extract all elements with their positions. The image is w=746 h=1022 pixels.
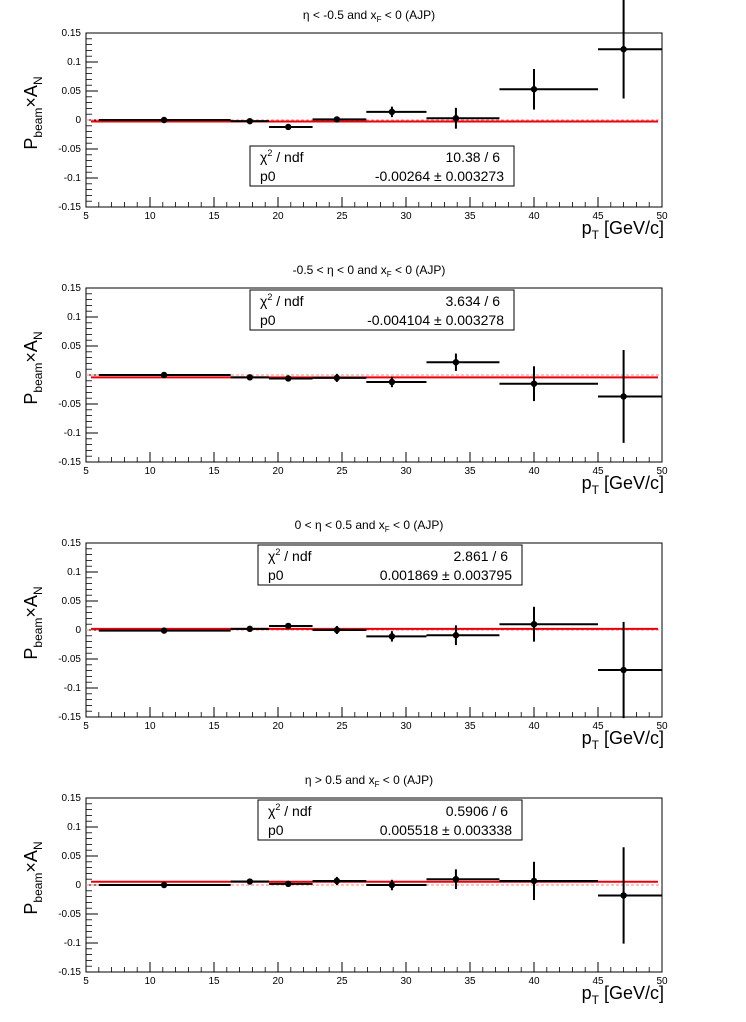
xlabel-p: p <box>581 473 592 493</box>
data-point <box>598 0 662 99</box>
chi2-sup: 2 <box>267 292 273 302</box>
panel-4 <box>21 773 668 1007</box>
x-tick-label: 10 <box>144 721 156 732</box>
ylabel-n-sub: N <box>31 586 45 596</box>
pm-symbol: ± <box>438 822 454 838</box>
p0-error: 0.003278 <box>445 312 504 328</box>
chi2-symbol: χ <box>268 803 276 819</box>
fit-stat-box <box>258 545 522 585</box>
x-tick-label: 30 <box>400 466 412 477</box>
ylabel-times: × <box>21 607 41 618</box>
point-marker <box>453 632 459 638</box>
y-tick-label: 0 <box>75 370 81 381</box>
panel-2 <box>21 263 668 497</box>
x-tick-label: 20 <box>272 466 284 477</box>
x-tick-label: 5 <box>83 211 89 222</box>
p0-label: p0 <box>260 312 276 328</box>
ylabel-times: × <box>21 352 41 363</box>
y-tick-label: 0 <box>75 880 81 891</box>
p0-value <box>367 312 504 328</box>
p0-central: 0.005518 <box>379 822 439 838</box>
y-tick-label: -0.05 <box>58 909 81 920</box>
x-tick-label: 15 <box>208 211 220 222</box>
p0-value <box>380 567 512 583</box>
ylabel-n-sub: N <box>31 331 45 341</box>
p0-label: p0 <box>268 822 284 838</box>
x-tick-label: 20 <box>272 721 284 732</box>
y-tick-label: -0.15 <box>58 202 81 213</box>
point-marker <box>285 375 291 381</box>
y-tick-label: 0.15 <box>61 538 81 549</box>
point-marker <box>285 881 291 887</box>
point-marker <box>531 878 537 884</box>
p0-error: 0.003338 <box>453 822 512 838</box>
point-marker <box>531 381 537 387</box>
point-marker <box>247 626 253 632</box>
x-tick-label: 20 <box>272 976 284 987</box>
y-axis-label <box>21 841 45 914</box>
data-point <box>366 107 426 117</box>
ylabel-times: × <box>21 97 41 108</box>
data-point <box>598 847 662 943</box>
y-tick-label: 0.05 <box>61 86 81 97</box>
chi2-ndf-text: / ndf <box>280 803 312 819</box>
data-point <box>499 366 598 401</box>
point-marker <box>334 627 340 633</box>
x-tick-label: 15 <box>208 976 220 987</box>
point-marker <box>247 374 253 380</box>
panel-title-main: η < -0.5 and x <box>302 8 377 22</box>
x-tick-label: 5 <box>83 976 89 987</box>
y-tick-label: 0.15 <box>61 28 81 39</box>
data-point <box>231 878 269 884</box>
xlabel-unit: [GeV/c] <box>598 218 664 238</box>
p0-error: 0.003795 <box>453 567 512 583</box>
panel-title-sub: F <box>376 15 382 24</box>
panel-title-end: < 0 (AJP) <box>379 773 434 787</box>
panel-title-end: < 0 (AJP) <box>381 8 436 22</box>
x-tick-label: 5 <box>83 721 89 732</box>
fit-stat-box <box>258 800 522 840</box>
ylabel-a: A <box>21 595 41 608</box>
ylabel-beam-sub: beam <box>31 872 45 903</box>
pm-symbol: ± <box>438 567 454 583</box>
xlabel-t-sub: T <box>591 993 599 1007</box>
xlabel-p: p <box>581 728 592 748</box>
panel-title <box>303 8 435 24</box>
point-marker <box>620 892 626 898</box>
chi2-label <box>260 148 304 165</box>
x-tick-label: 20 <box>272 211 284 222</box>
panel-title-end: < 0 (AJP) <box>391 263 446 277</box>
ylabel-n-sub: N <box>31 76 45 86</box>
x-tick-label: 10 <box>144 211 156 222</box>
chi2-label <box>268 802 312 819</box>
y-tick-label: -0.05 <box>58 399 81 410</box>
panel-title <box>293 263 446 279</box>
data-point <box>499 69 598 110</box>
point-marker <box>620 46 626 52</box>
point-marker <box>531 621 537 627</box>
data-point <box>426 354 499 371</box>
y-tick-label: 0.15 <box>61 793 81 804</box>
y-tick-label: -0.15 <box>58 457 81 468</box>
y-tick-label: 0.1 <box>67 567 81 578</box>
chi2-value: 0.5906 / 6 <box>445 803 508 819</box>
x-tick-label: 45 <box>592 466 604 477</box>
point-marker <box>285 623 291 629</box>
x-tick-label: 40 <box>528 721 540 732</box>
point-marker <box>453 359 459 365</box>
x-tick-label: 50 <box>656 721 668 732</box>
data-point <box>313 877 367 885</box>
data-point <box>269 124 313 130</box>
y-tick-label: 0.05 <box>61 341 81 352</box>
panel-title <box>305 773 433 789</box>
point-marker <box>620 667 626 673</box>
x-tick-label: 45 <box>592 721 604 732</box>
chi2-symbol: χ <box>260 293 268 309</box>
x-tick-label: 30 <box>400 211 412 222</box>
y-tick-label: 0.1 <box>67 57 81 68</box>
point-marker <box>620 393 626 399</box>
y-tick-label: 0.15 <box>61 283 81 294</box>
ylabel-p: P <box>21 647 41 660</box>
p0-label: p0 <box>260 168 276 184</box>
pm-symbol: ± <box>430 168 446 184</box>
fit-stat-box <box>250 146 514 186</box>
ylabel-p: P <box>21 137 41 150</box>
x-tick-label: 40 <box>528 976 540 987</box>
x-tick-label: 25 <box>336 211 348 222</box>
y-tick-label: -0.15 <box>58 967 81 978</box>
y-tick-label: -0.1 <box>63 428 81 439</box>
panel-title-sub: F <box>374 780 380 789</box>
point-marker <box>161 372 167 378</box>
point-marker <box>247 878 253 884</box>
point-marker <box>161 882 167 888</box>
chi2-ndf-text: / ndf <box>280 548 312 564</box>
y-tick-label: 0 <box>75 115 81 126</box>
ylabel-beam-sub: beam <box>31 362 45 393</box>
ylabel-p: P <box>21 902 41 915</box>
y-tick-label: -0.1 <box>63 938 81 949</box>
x-tick-label: 50 <box>656 211 668 222</box>
point-marker <box>285 124 291 130</box>
ylabel-a: A <box>21 850 41 863</box>
point-marker <box>389 633 395 639</box>
xlabel-t-sub: T <box>591 228 599 242</box>
x-tick-label: 30 <box>400 721 412 732</box>
data-point <box>269 375 313 381</box>
x-tick-label: 30 <box>400 976 412 987</box>
panel-title-end: < 0 (AJP) <box>389 518 444 532</box>
data-point <box>426 869 499 889</box>
x-tick-label: 45 <box>592 976 604 987</box>
ylabel-p: P <box>21 392 41 405</box>
y-tick-label: 0 <box>75 625 81 636</box>
point-marker <box>161 627 167 633</box>
xlabel-unit: [GeV/c] <box>598 728 664 748</box>
y-tick-label: -0.05 <box>58 144 81 155</box>
y-tick-label: 0.1 <box>67 312 81 323</box>
x-tick-label: 45 <box>592 211 604 222</box>
panel-title-main: η > 0.5 and x <box>304 773 375 787</box>
data-point <box>499 607 598 642</box>
x-tick-label: 25 <box>336 466 348 477</box>
x-tick-label: 5 <box>83 466 89 477</box>
chi2-ndf-text: / ndf <box>272 293 304 309</box>
data-point <box>598 622 662 718</box>
chi2-symbol: χ <box>268 548 276 564</box>
ylabel-beam-sub: beam <box>31 107 45 138</box>
y-axis-label <box>21 586 45 659</box>
point-marker <box>334 878 340 884</box>
chi2-label <box>260 292 304 309</box>
x-tick-label: 50 <box>656 466 668 477</box>
p0-value <box>380 822 512 838</box>
y-tick-label: -0.1 <box>63 173 81 184</box>
y-tick-label: -0.1 <box>63 683 81 694</box>
panel-1 <box>21 0 668 242</box>
x-tick-label: 15 <box>208 466 220 477</box>
xlabel-unit: [GeV/c] <box>598 473 664 493</box>
ylabel-times: × <box>21 862 41 873</box>
y-tick-label: -0.15 <box>58 712 81 723</box>
x-tick-label: 25 <box>336 976 348 987</box>
x-tick-label: 25 <box>336 721 348 732</box>
x-tick-label: 10 <box>144 976 156 987</box>
point-marker <box>389 379 395 385</box>
chi2-value: 10.38 / 6 <box>445 149 500 165</box>
p0-central: -0.00264 <box>374 168 431 184</box>
y-axis-label <box>21 331 45 404</box>
point-marker <box>453 876 459 882</box>
ylabel-n-sub: N <box>31 841 45 851</box>
x-tick-label: 40 <box>528 211 540 222</box>
y-tick-label: -0.05 <box>58 654 81 665</box>
y-axis-label <box>21 76 45 149</box>
chi2-ndf-text: / ndf <box>272 149 304 165</box>
point-marker <box>247 118 253 124</box>
data-point <box>426 108 499 129</box>
xlabel-unit: [GeV/c] <box>598 983 664 1003</box>
point-marker <box>453 115 459 121</box>
pm-symbol: ± <box>430 312 446 328</box>
panel-3 <box>21 518 668 752</box>
panel-title <box>295 518 444 534</box>
panel-title-main: -0.5 < η < 0 and x <box>292 263 387 277</box>
point-marker <box>334 375 340 381</box>
p0-central: 0.001869 <box>379 567 439 583</box>
chi2-sup: 2 <box>267 148 273 158</box>
chi2-sup: 2 <box>275 802 281 812</box>
y-tick-label: 0.1 <box>67 822 81 833</box>
xlabel-p: p <box>581 983 592 1003</box>
x-tick-label: 15 <box>208 721 220 732</box>
p0-label: p0 <box>268 567 284 583</box>
xlabel-t-sub: T <box>591 738 599 752</box>
y-tick-label: 0.05 <box>61 596 81 607</box>
xlabel-t-sub: T <box>591 483 599 497</box>
panel-title-main: 0 < η < 0.5 and x <box>294 518 385 532</box>
p0-central: -0.004104 <box>367 312 431 328</box>
fit-stat-box <box>250 290 514 330</box>
p0-error: 0.003273 <box>445 168 504 184</box>
ylabel-beam-sub: beam <box>31 617 45 648</box>
chi2-label <box>268 547 312 564</box>
panel-title-sub: F <box>386 270 392 279</box>
p0-value <box>375 168 504 184</box>
x-tick-label: 50 <box>656 976 668 987</box>
point-marker <box>531 86 537 92</box>
x-tick-label: 35 <box>464 976 476 987</box>
x-tick-label: 35 <box>464 721 476 732</box>
x-tick-label: 35 <box>464 211 476 222</box>
data-point <box>499 862 598 900</box>
xlabel-p: p <box>581 218 592 238</box>
chi2-symbol: χ <box>260 149 268 165</box>
data-point <box>598 350 662 443</box>
point-marker <box>389 109 395 115</box>
chi2-sup: 2 <box>275 547 281 557</box>
point-marker <box>334 116 340 122</box>
x-tick-label: 35 <box>464 466 476 477</box>
data-point <box>231 118 269 124</box>
data-point <box>366 631 426 641</box>
ylabel-a: A <box>21 85 41 98</box>
data-point <box>313 626 367 634</box>
chi2-value: 2.861 / 6 <box>453 548 508 564</box>
x-tick-label: 40 <box>528 466 540 477</box>
point-marker <box>161 117 167 123</box>
x-tick-label: 10 <box>144 466 156 477</box>
ylabel-a: A <box>21 340 41 353</box>
point-marker <box>389 882 395 888</box>
chi2-value: 3.634 / 6 <box>445 293 500 309</box>
y-tick-label: 0.05 <box>61 851 81 862</box>
panel-title-sub: F <box>384 525 390 534</box>
data-point <box>231 626 269 632</box>
